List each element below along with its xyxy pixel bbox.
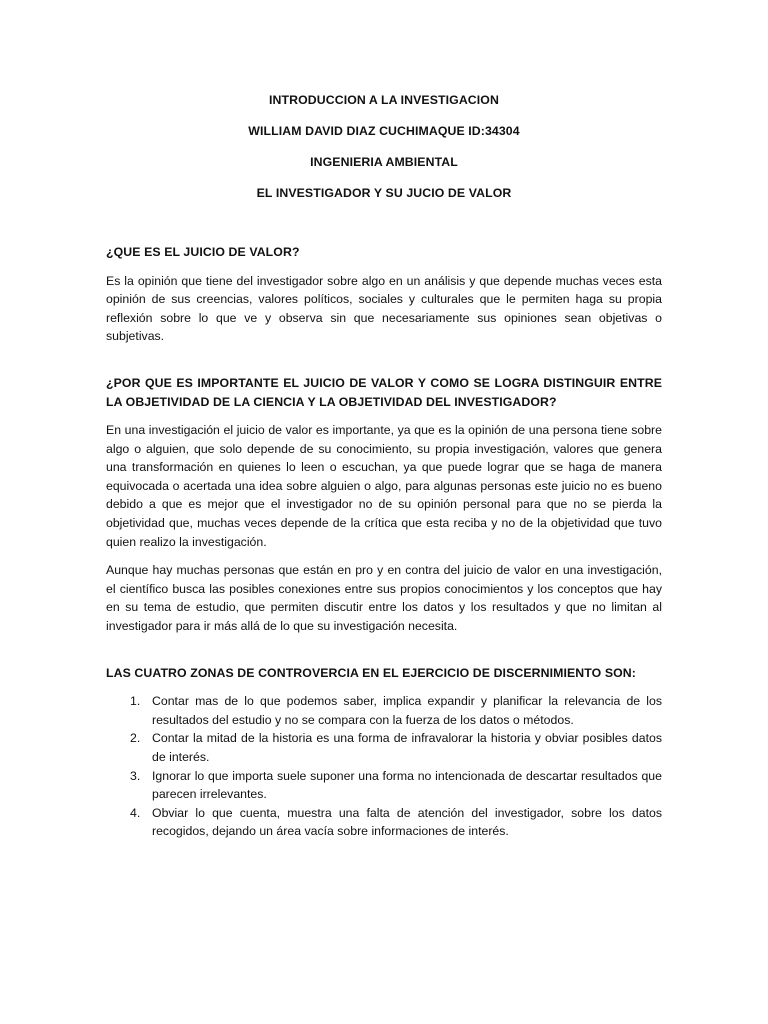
list-item	[106, 804, 662, 841]
document-body	[106, 91, 662, 841]
author-line: WILLIAM DAVID DIAZ CUCHIMAQUE ID:34304	[248, 123, 520, 138]
list-item	[106, 767, 662, 804]
section1-question: ¿QUE ES EL JUICIO DE VALOR?	[106, 244, 300, 259]
list-item-text: Contar mas de lo que podemos saber, implica expandir y planificar la relevancia de los resultados del estudio y no se compara con la fuerza de los datos o métodos.	[152, 694, 662, 727]
section1-answer: Es la opinión que tiene del investigador sobre algo en un análisis y que depende muchas veces esta opinión de sus creencias, valores políticos, sociales y culturales que le permiten haga su propia reflexión sobre lo que ve y observa sin que necesariamente sus opiniones sean objetivas o subjetivas.	[106, 273, 662, 344]
section3-title: LAS CUATRO ZONAS DE CONTROVERCIA EN EL EJERCICIO DE DISCERNIMIENTO SON:	[106, 665, 636, 680]
controversy-zones-list	[106, 692, 662, 841]
section2-paragraph-2: Aunque hay muchas personas que están en pro y en contra del juicio de valor en una investigación, el científico busca las posibles conexiones entre sus propios conocimientos y los conceptos que hay en su tema de estudio, que permiten discutir entre los datos y los resultados y que no limitan al investigador para ir más allá de lo que su investigación necesita.	[106, 563, 662, 634]
list-item-number: 4.	[130, 805, 141, 820]
topic-title: EL INVESTIGADOR Y SU JUCIO DE VALOR	[256, 185, 512, 200]
program-title: INGENIERIA AMBIENTAL	[310, 154, 458, 169]
list-item-text: Ignorar lo que importa suele suponer una forma no intencionada de descartar resultados que parecen irrelevantes.	[152, 768, 662, 802]
list-item-number: 1.	[130, 694, 141, 709]
list-item-number: 3.	[130, 768, 141, 783]
list-item-text: Obviar lo que cuenta, muestra una falta de atención del investigador, sobre los datos recogidos, dejando un área vacía sobre informaciones de interés.	[152, 805, 662, 839]
course-title: INTRODUCCION A LA INVESTIGACION	[269, 93, 499, 107]
section2-paragraph-1: En una investigación el juicio de valor es importante, ya que es la opinión de una persona tiene sobre algo o alguien, que solo depende de su conocimiento, su propia investigación, valores que genera una transformación en quienes lo leen o escuchan, ya que puede lograr que se haga de manera equivocada o acertada una idea sobre alguien o algo, para algunas personas este juicio no es bueno debido a que es mejor que el investigador no de su opinión personal para que no se pierda la objetividad que, muchas veces depende de la crítica que esta reciba y no de la objetividad que tuvo quien realizo la investigación.	[106, 423, 662, 549]
document-header	[106, 91, 662, 203]
list-item	[106, 729, 662, 766]
list-item-text: Contar la mitad de la historia es una forma de infravalorar la historia y obviar posibles datos de interés.	[152, 731, 662, 764]
list-item-number: 2.	[130, 731, 141, 746]
section2-question: ¿POR QUE ES IMPORTANTE EL JUICIO DE VALOR Y COMO SE LOGRA DISTINGUIR ENTRE LA OBJETIVIDAD DE LA CIENCIA Y LA OBJETIVIDAD DEL INVESTIGADOR?	[106, 375, 662, 409]
list-item	[106, 692, 662, 729]
